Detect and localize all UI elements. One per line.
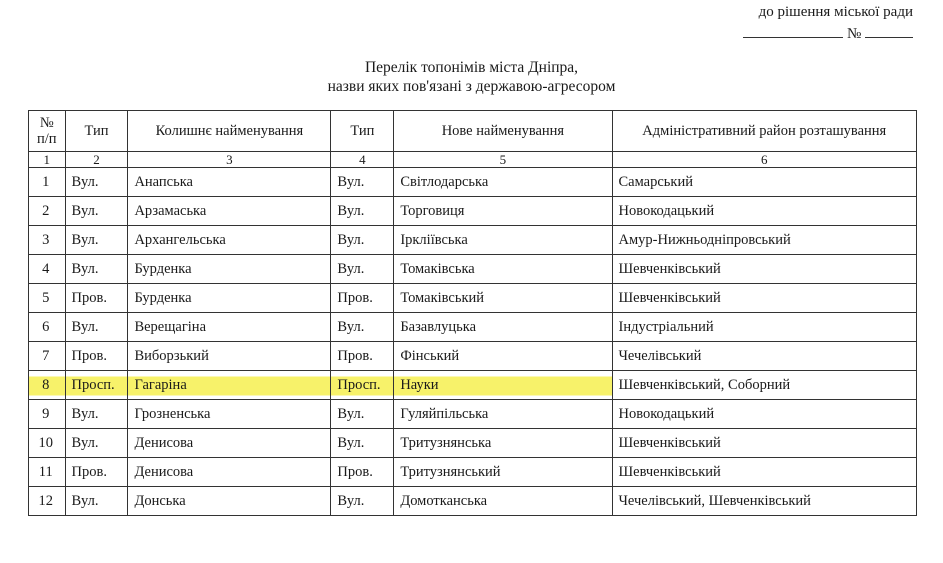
row-number: 1 <box>29 168 66 197</box>
old-street-type: Вул. <box>65 487 128 516</box>
toponyms-table <box>28 110 917 516</box>
header-old-name: Колишнє найменування <box>128 111 331 152</box>
district-name: Новокодацький <box>612 197 917 226</box>
row-number: 12 <box>29 487 66 516</box>
table-row <box>29 342 917 371</box>
district-name: Індустріальний <box>612 313 917 342</box>
new-street-name: Світлодарська <box>394 168 612 197</box>
district-name: Амур-Нижньодніпровський <box>612 226 917 255</box>
table-row <box>29 458 917 487</box>
new-street-name: Домотканська <box>394 487 612 516</box>
row-number: 5 <box>29 284 66 313</box>
table-body <box>29 168 917 516</box>
old-street-name: Гагаріна <box>128 371 331 400</box>
new-street-name: Торговиця <box>394 197 612 226</box>
district-name: Чечелівський <box>612 342 917 371</box>
old-street-name: Денисова <box>128 458 331 487</box>
column-number: 4 <box>331 152 394 168</box>
date-blank <box>743 23 843 38</box>
decision-reference-line: до рішення міської ради <box>758 4 913 20</box>
new-street-name: Базавлуцька <box>394 313 612 342</box>
row-number: 6 <box>29 313 66 342</box>
column-number: 5 <box>394 152 612 168</box>
new-street-type: Вул. <box>331 168 394 197</box>
title-line-1: Перелік топонімів міста Дніпра, <box>364 59 579 76</box>
column-number: 1 <box>29 152 66 168</box>
table-row <box>29 255 917 284</box>
table-row <box>29 400 917 429</box>
table-row <box>29 371 917 400</box>
row-number: 10 <box>29 429 66 458</box>
header-new-name: Нове найменування <box>394 111 612 152</box>
old-street-type: Пров. <box>65 342 128 371</box>
decision-reference <box>743 2 913 45</box>
old-street-type: Вул. <box>65 197 128 226</box>
new-street-name: Тритузнянський <box>394 458 612 487</box>
old-street-name: Бурденка <box>128 255 331 284</box>
old-street-name: Грозненська <box>128 400 331 429</box>
decision-number-line <box>743 23 913 45</box>
district-name: Новокодацький <box>612 400 917 429</box>
new-street-name: Томаківська <box>394 255 612 284</box>
table-header-row <box>29 111 917 152</box>
column-number: 2 <box>65 152 128 168</box>
table-row <box>29 226 917 255</box>
header-number: № п/п <box>29 111 66 152</box>
row-number: 3 <box>29 226 66 255</box>
table-row <box>29 197 917 226</box>
table-row <box>29 168 917 197</box>
old-street-name: Донська <box>128 487 331 516</box>
old-street-type: Пров. <box>65 284 128 313</box>
row-number: 7 <box>29 342 66 371</box>
new-street-type: Вул. <box>331 313 394 342</box>
new-street-name: Гуляйпільська <box>394 400 612 429</box>
old-street-name: Архангельська <box>128 226 331 255</box>
new-street-type: Вул. <box>331 487 394 516</box>
old-street-type: Вул. <box>65 226 128 255</box>
number-blank <box>865 23 913 38</box>
table-row <box>29 284 917 313</box>
row-number: 4 <box>29 255 66 284</box>
old-street-type: Вул. <box>65 313 128 342</box>
table-column-numbers-row <box>29 152 917 168</box>
header-old-type: Тип <box>65 111 128 152</box>
new-street-name: Томаківський <box>394 284 612 313</box>
new-street-name: Фінський <box>394 342 612 371</box>
column-number: 3 <box>128 152 331 168</box>
new-street-name: Тритузнянська <box>394 429 612 458</box>
header-new-type: Тип <box>331 111 394 152</box>
row-number: 2 <box>29 197 66 226</box>
new-street-type: Вул. <box>331 226 394 255</box>
old-street-name: Бурденка <box>128 284 331 313</box>
new-street-name: Науки <box>394 371 612 400</box>
row-number: 11 <box>29 458 66 487</box>
old-street-name: Арзамаська <box>128 197 331 226</box>
district-name: Шевченківський, Соборний <box>612 371 917 400</box>
new-street-type: Вул. <box>331 429 394 458</box>
header-district: Адміністративний район розташування <box>612 111 917 152</box>
district-name: Шевченківський <box>612 429 917 458</box>
old-street-name: Денисова <box>128 429 331 458</box>
old-street-type: Просп. <box>65 371 128 400</box>
district-name: Самарський <box>612 168 917 197</box>
old-street-type: Вул. <box>65 255 128 284</box>
old-street-name: Виборзький <box>128 342 331 371</box>
new-street-type: Просп. <box>331 371 394 400</box>
new-street-type: Вул. <box>331 197 394 226</box>
row-number: 8 <box>29 371 66 400</box>
table-row <box>29 429 917 458</box>
district-name: Шевченківський <box>612 255 917 284</box>
new-street-type: Пров. <box>331 342 394 371</box>
district-name: Шевченківський <box>612 284 917 313</box>
new-street-name: Ірклiївська <box>394 226 612 255</box>
new-street-type: Вул. <box>331 400 394 429</box>
old-street-name: Верещагіна <box>128 313 331 342</box>
title-line-2: назви яких пов'язані з державою-агресором <box>327 78 616 95</box>
old-street-name: Анапська <box>128 168 331 197</box>
column-number: 6 <box>612 152 917 168</box>
new-street-type: Вул. <box>331 255 394 284</box>
old-street-type: Вул. <box>65 400 128 429</box>
district-name: Чечелівський, Шевченківський <box>612 487 917 516</box>
old-street-type: Вул. <box>65 429 128 458</box>
table-row <box>29 313 917 342</box>
number-sign: № <box>846 26 862 42</box>
new-street-type: Пров. <box>331 284 394 313</box>
row-number: 9 <box>29 400 66 429</box>
old-street-type: Пров. <box>65 458 128 487</box>
new-street-type: Пров. <box>331 458 394 487</box>
table-row <box>29 487 917 516</box>
district-name: Шевченківський <box>612 458 917 487</box>
old-street-type: Вул. <box>65 168 128 197</box>
document-title <box>0 58 943 96</box>
